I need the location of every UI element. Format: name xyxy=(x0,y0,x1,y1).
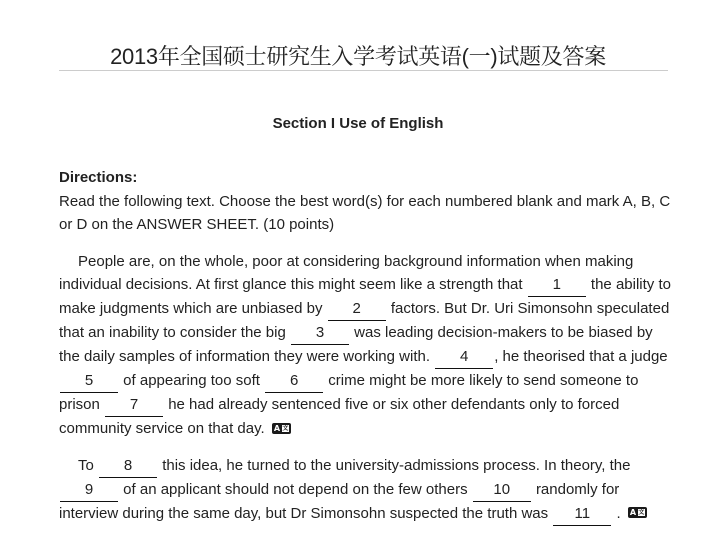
blank-6: 6 xyxy=(265,371,323,393)
directions-label: Directions: xyxy=(59,169,138,186)
paragraph-2 xyxy=(59,454,673,526)
blank-7: 7 xyxy=(105,395,163,417)
blank-8: 8 xyxy=(99,456,157,478)
paragraph-text: of appearing too soft xyxy=(123,372,260,389)
paragraph-text: factors. But Dr. Uri Simonsohn speculated that an inability to consider the big xyxy=(59,300,670,341)
directions-text: Read the following text. Choose the best word(s) for each numbered blank and mark A, B, C or D on the ANSWER SHEET. (10 points) xyxy=(59,192,671,233)
section-heading: Section I Use of English xyxy=(272,115,444,132)
paragraph-text: was leading decision-makers to be biased by the daily samples of information they were working with. xyxy=(59,324,653,365)
blank-1: 1 xyxy=(528,275,586,297)
translate-icon[interactable]: A 文 xyxy=(628,507,647,518)
translate-icon[interactable]: A 文 xyxy=(272,423,291,434)
paragraph-text: , he theorised that a judge xyxy=(494,348,668,365)
blank-3: 3 xyxy=(291,323,349,345)
paragraph-text: randomly for interview during the same day, but Dr Simonsohn suspected the truth was xyxy=(59,480,620,522)
directions-block xyxy=(59,166,673,237)
blank-9: 9 xyxy=(60,480,118,502)
paragraph-text: . xyxy=(616,504,621,522)
paragraph-text: People are, on the whole, poor at considering background information when making individual decisions. At first glance this might seem like a strength that xyxy=(59,252,634,293)
paragraph-text: he had already sentenced five or six other defendants only to forced community service on that day. xyxy=(59,396,620,437)
paragraph-text: the ability to make judgments which are unbiased by xyxy=(59,276,671,317)
paragraph-1 xyxy=(59,250,673,441)
blank-4: 4 xyxy=(435,347,493,369)
blank-2: 2 xyxy=(328,299,386,321)
page-title: 2013年全国硕士研究生入学考试英语(一)试题及答案 xyxy=(110,43,606,69)
blank-5: 5 xyxy=(60,371,118,393)
paragraph-text: of an applicant should not depend on the few others xyxy=(123,480,468,498)
title-divider xyxy=(59,70,668,71)
paragraph-text: this idea, he turned to the university-admissions process. In theory, the xyxy=(162,456,631,474)
article-body xyxy=(59,166,673,539)
blank-11: 11 xyxy=(553,504,611,526)
blank-10: 10 xyxy=(473,480,531,502)
paragraph-text: To xyxy=(78,456,94,474)
paragraph-text: crime might be more likely to send someone to prison xyxy=(59,372,639,413)
